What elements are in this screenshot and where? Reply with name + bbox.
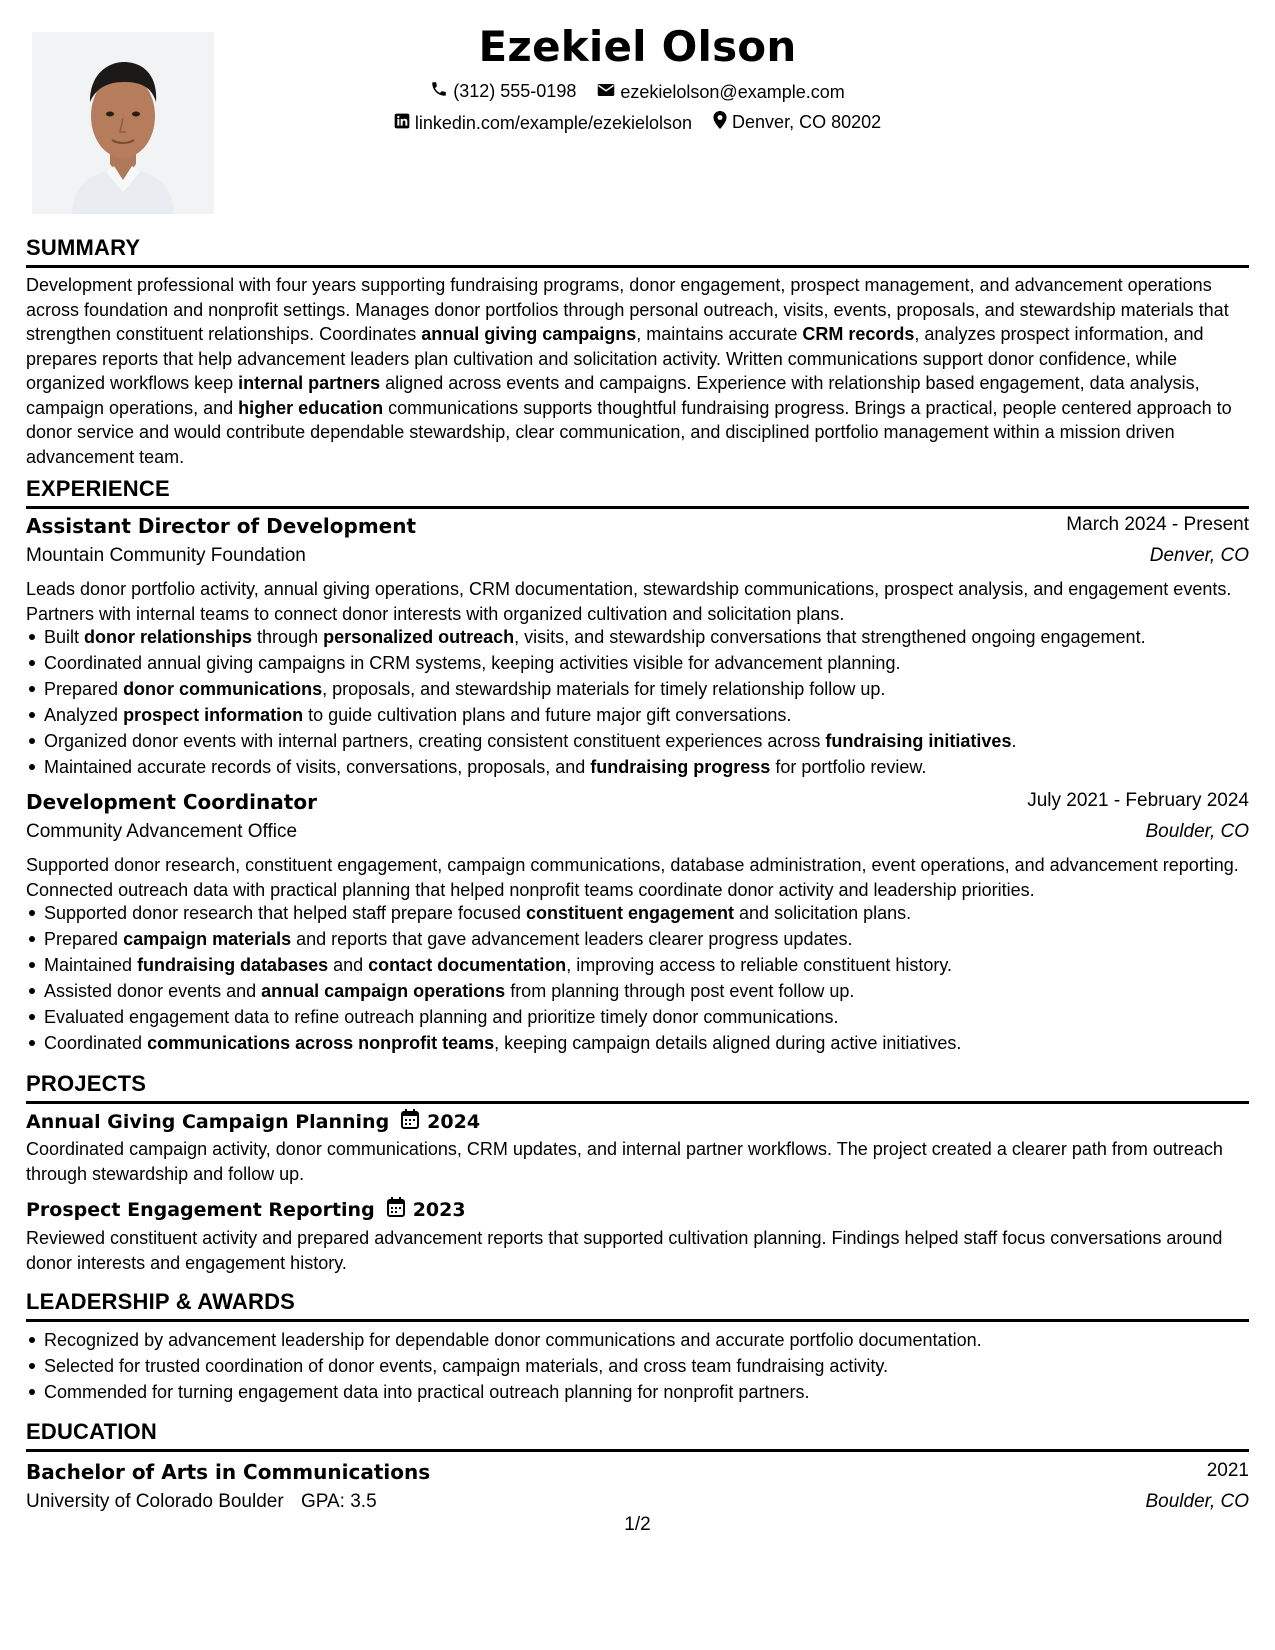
email-address[interactable]: ezekielolson@example.com <box>620 82 845 102</box>
phone-item <box>430 80 576 103</box>
list-item: Organized donor events with internal partners, creating consistent constituent experiences across fundraising initiatives. <box>44 728 1249 754</box>
job-location: Boulder, CO <box>1145 821 1249 842</box>
section-title-summary: SUMMARY <box>26 235 1249 268</box>
school-line <box>26 1491 377 1513</box>
job-bullets <box>26 624 1249 780</box>
section-title-projects: PROJECTS <box>26 1071 1249 1104</box>
map-pin-icon <box>713 111 727 134</box>
project-title: Annual Giving Campaign Planning <box>26 1110 390 1133</box>
list-item: Evaluated engagement data to refine outreach planning and prioritize timely donor communications. <box>44 1004 1249 1030</box>
list-item: Selected for trusted coordination of donor events, campaign materials, and cross team fundraising activity. <box>44 1353 1249 1379</box>
list-item: Coordinated annual giving campaigns in CRM systems, keeping activities visible for advancement planning. <box>44 650 1249 676</box>
phone-number[interactable]: (312) 555-0198 <box>453 81 577 101</box>
project-description: Reviewed constituent activity and prepared advancement reports that supported cultivation planning. Findings helped staff focus conversations around donor interests and engagement history. <box>26 1228 1223 1273</box>
candidate-name: Ezekiel Olson <box>478 22 797 71</box>
job-title: Development Coordinator <box>26 790 317 814</box>
linkedin-url[interactable]: linkedin.com/example/ezekielolson <box>414 113 693 133</box>
list-item: Analyzed prospect information to guide cultivation plans and future major gift conversations. <box>44 702 1249 728</box>
list-item: Maintained fundraising databases and contact documentation, improving access to reliable constituent history. <box>44 952 1249 978</box>
project-title: Prospect Engagement Reporting <box>26 1198 375 1221</box>
school-name: University of Colorado Boulder <box>26 1491 284 1512</box>
list-item: Prepared campaign materials and reports that gave advancement leaders clearer progress updates. <box>44 926 1249 952</box>
project-year: 2023 <box>412 1198 466 1221</box>
job-location: Denver, CO <box>1149 545 1249 566</box>
job-bullets <box>26 900 1249 1056</box>
linkedin-icon <box>394 113 410 134</box>
contact-line-2 <box>0 111 1275 134</box>
job-description: Leads donor portfolio activity, annual giving operations, CRM documentation, stewardship communications, prospect analysis, and engagement events. Partners with internal teams to connect donor interests with organized cultivation and solicitation plans. <box>26 579 1232 624</box>
project-year: 2024 <box>427 1110 481 1133</box>
gpa: GPA: 3.5 <box>300 1491 377 1512</box>
list-item: Coordinated communications across nonprofit teams, keeping campaign details aligned during active initiatives. <box>44 1030 1249 1056</box>
project-description: Coordinated campaign activity, donor communications, CRM updates, and internal partner workflows. The project created a clearer path from outreach through stewardship and follow up. <box>26 1139 1223 1184</box>
list-item: Assisted donor events and annual campaign operations from planning through post event follow up. <box>44 978 1249 1004</box>
list-item: Maintained accurate records of visits, conversations, proposals, and fundraising progress for portfolio review. <box>44 754 1249 780</box>
envelope-icon <box>597 82 615 103</box>
page-number: 1/2 <box>624 1514 651 1535</box>
school-location: Boulder, CO <box>1145 1491 1249 1512</box>
graduation-year: 2021 <box>1206 1460 1249 1481</box>
leadership-bullets <box>26 1327 1249 1405</box>
job-organization: Community Advancement Office <box>26 821 298 842</box>
job-description: Supported donor research, constituent engagement, campaign communications, database administration, event operations, and advancement reporting. Connected outreach data with practical planning that helped nonprofit teams coordinate donor activity and leadership priorities. <box>26 855 1239 900</box>
linkedin-item <box>394 113 692 134</box>
education-entry <box>26 1460 1249 1512</box>
section-title-education: EDUCATION <box>26 1419 1249 1452</box>
degree: Bachelor of Arts in Communications <box>26 1460 431 1484</box>
location-text: Denver, CO 80202 <box>732 112 882 132</box>
location-item <box>713 111 881 134</box>
job-organization: Mountain Community Foundation <box>26 545 306 566</box>
list-item: Commended for turning engagement data into practical outreach planning for nonprofit partners. <box>44 1379 1249 1405</box>
job-title: Assistant Director of Development <box>26 514 417 538</box>
list-item: Supported donor research that helped staff prepare focused constituent engagement and solicitation plans. <box>44 900 1249 926</box>
job-dates: March 2024 - Present <box>1066 514 1249 535</box>
summary-text: Development professional with four years supporting fundraising programs, donor engagement, prospect management, and advancement operations across foundation and nonprofit settings. Manages donor portfolios through personal outreach, visits, events, proposals, and stewardship materials that strengthen constituent relationships. Coordinates annual giving campaigns, maintains accurate CRM records, analyzes prospect information, and prepares reports that help advancement leaders plan cultivation and solicitation activity. Written communications support donor confidence, while organized workflows keep internal partners aligned across events and campaigns. Experience with relationship based engagement, data analysis, campaign operations, and higher education communications supports thoughtful fundraising progress. Brings a practical, people centered approach to donor service and would contribute dependable stewardship, clear communication, and disciplined portfolio management within a mission driven advancement team. <box>26 275 1232 467</box>
job-header <box>26 790 1249 842</box>
job-header <box>26 514 1249 566</box>
contact-line-1 <box>0 80 1275 103</box>
calendar-icon <box>401 1109 419 1134</box>
section-title-experience: EXPERIENCE <box>26 476 1249 509</box>
email-item <box>597 82 844 103</box>
list-item: Recognized by advancement leadership for dependable donor communications and accurate portfolio documentation. <box>44 1327 1249 1353</box>
list-item: Built donor relationships through personalized outreach, visits, and stewardship conversations that strengthened ongoing engagement. <box>44 624 1249 650</box>
section-title-leadership: LEADERSHIP & AWARDS <box>26 1289 1249 1322</box>
list-item: Prepared donor communications, proposals, and stewardship materials for timely relationship follow up. <box>44 676 1249 702</box>
calendar-icon <box>387 1197 405 1222</box>
project-header <box>26 1197 466 1222</box>
phone-icon <box>430 80 448 103</box>
job-dates: July 2021 - February 2024 <box>1027 790 1249 811</box>
project-header <box>26 1109 480 1134</box>
